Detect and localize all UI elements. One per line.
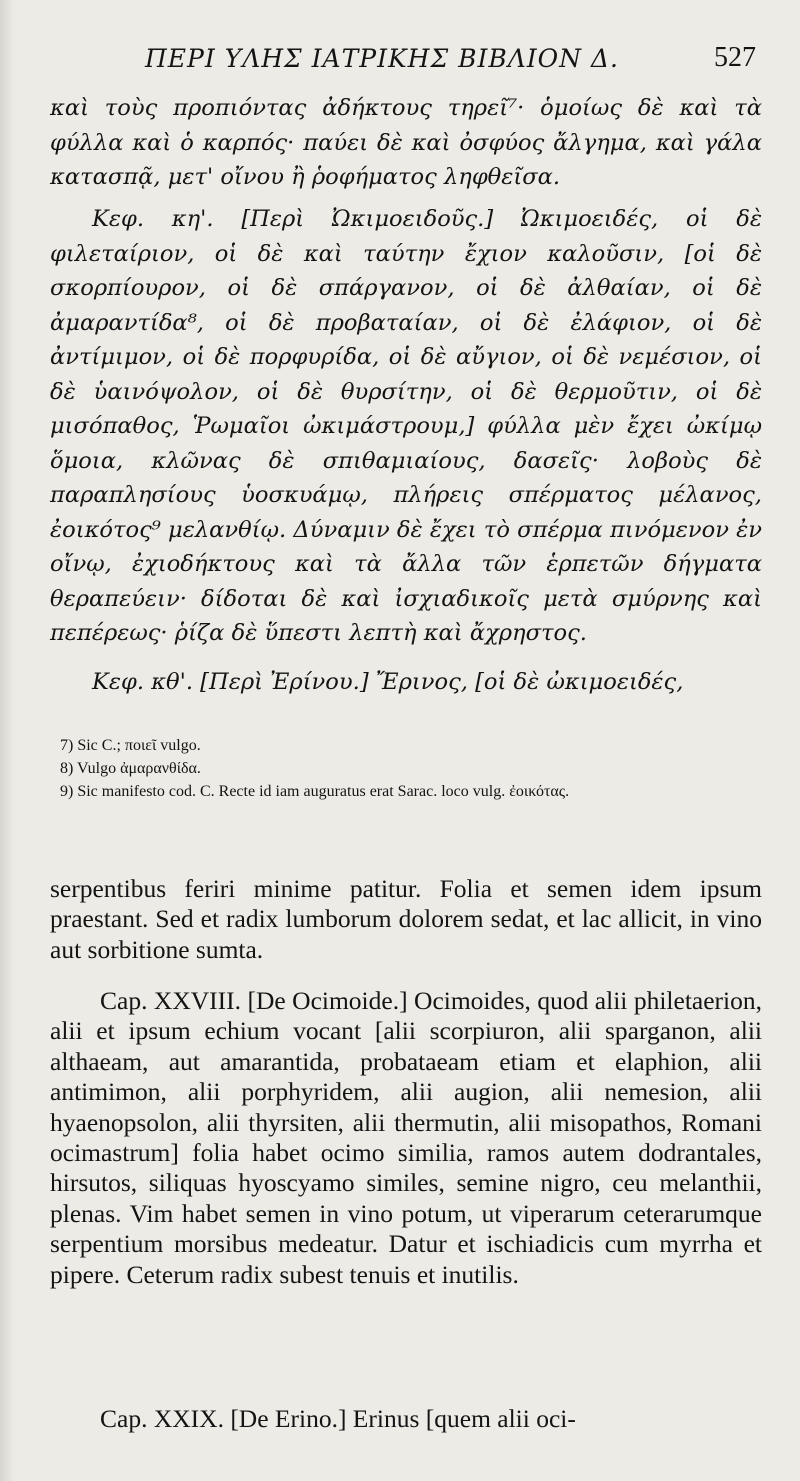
footnotes [48, 734, 760, 803]
footnote-7: 7) Sic C.; ποιεῖ vulgo. [60, 737, 201, 754]
latin-text-1: serpentibus feriri minime patitur. Folia et semen idem ipsum praestant. Sed et radix lumborum dolorem sedat, et lac allicit, in vino aut sorbitione sumta. [50, 874, 762, 964]
page-header [50, 38, 756, 78]
latin-text-3: Cap. XXIX. [De Erino.] Erinus [quem alii oci- [100, 1404, 576, 1433]
footnote-9: 9) Sic manifesto cod. C. Recte id iam auguratus erat Sarac. loco vulg. ἐοικότας. [60, 783, 570, 800]
greek-paragraph-2 [50, 202, 762, 651]
latin-paragraph-2 [50, 986, 762, 1290]
page-number: 527 [714, 42, 756, 73]
latin-paragraph-1 [50, 874, 762, 965]
footnote-8: 8) Vulgo ἀμαρανθίδα. [60, 760, 201, 777]
greek-text-3: Κεφ. κθ'. [Περὶ Ἐρίνου.] Ἔρινος, [οἱ δὲ ὠκιμοειδές, [92, 669, 684, 695]
latin-text-2: Cap. XXVIII. [De Ocimoide.] Ocimoides, quod alii philetaerion, alii et ipsum echium vocant [alii scorpiuron, alii sparganon, alii althaeam, aut amarantida, probataeam etiam et elaphion, alii antimimon, alii porphyridem, alii augion, alii nemesion, alii hyaenopsolon, alii thyrsiten, alii thermutin, alii misopathos, Romani ocimastrum] folia habet ocimo similia, ramos autem dodrantales, hirsutos, siliquas hyoscyamo similes, semine nigro, ceu melanthii, plenas. Vim habet semen in vino potum, ut viperarum ceterarumque serpentium morsibus medeatur. Datur et ischiadicis cum myrrha et pipere. Ceterum radix subest tenuis et inutilis. [50, 986, 762, 1289]
greek-paragraph-1 [50, 91, 762, 195]
greek-paragraph-3 [50, 665, 762, 700]
running-head: ΠΕΡΙ ΥΛΗΣ ΙΑΤΡΙΚΗΣ ΒΙΒΛΙΟΝ Δ. [145, 44, 619, 73]
greek-text-1: καὶ τοὺς προπιόντας ἀδήκτους τηρεῖ⁷· ὁμοίως δὲ καὶ τὰ φύλλα καὶ ὁ καρπός· παύει δὲ καὶ ὀσφύος ἄλγημα, καὶ γάλα κατασπᾷ, μετ' οἴνου ἢ ῥοφήματος ληφθεῖσα. [50, 95, 762, 190]
latin-paragraph-3 [50, 1404, 762, 1434]
greek-text-2: Κεφ. κη'. [Περὶ Ὠκιμοειδοῦς.] Ὠκιμοειδές, οἱ δὲ φιλεταίριον, οἱ δὲ καὶ ταύτην ἔχιον καλοῦσιν, [οἱ δὲ σκορπίουρον, οἱ δὲ σπάργανον, οἱ δὲ ἀλθαίαν, οἱ δὲ ἀμαραντίδα⁸, οἱ δὲ προβαταίαν, οἱ δὲ ἐλάφιον, οἱ δὲ ἀντίμιμον, οἱ δὲ πορφυρίδα, οἱ δὲ αὔγιον, οἱ δὲ νεμέσιον, οἱ δὲ ὑαινόψολον, οἱ δὲ θυρσίτην, οἱ δὲ θερμοῦτιν, οἱ δὲ μισόπαθος, Ῥωμαῖοι ὠκιμάστρουμ,] φύλλα μὲν ἔχει ὠκίμῳ ὅμοια, κλῶνας δὲ σπιθαμιαίους, δασεῖς· λοβοὺς δὲ παραπλησίους ὑοσκυάμῳ, πλήρεις σπέρματος μέλανος, ἐοικότος⁹ μελανθίῳ. Δύναμιν δὲ ἔχει τὸ σπέρμα πινόμενον ἐν οἴνῳ, ἐχιοδήκτους καὶ τὰ ἄλλα τῶν ἑρπετῶν δήγματα θεραπεύειν· δίδοται δὲ καὶ ἰσχιαδικοῖς μετὰ σμύρνης καὶ πεπέρεως· ῥίζα δὲ ὕπεστι λεπτὴ καὶ ἄχρηστος. [50, 206, 762, 646]
